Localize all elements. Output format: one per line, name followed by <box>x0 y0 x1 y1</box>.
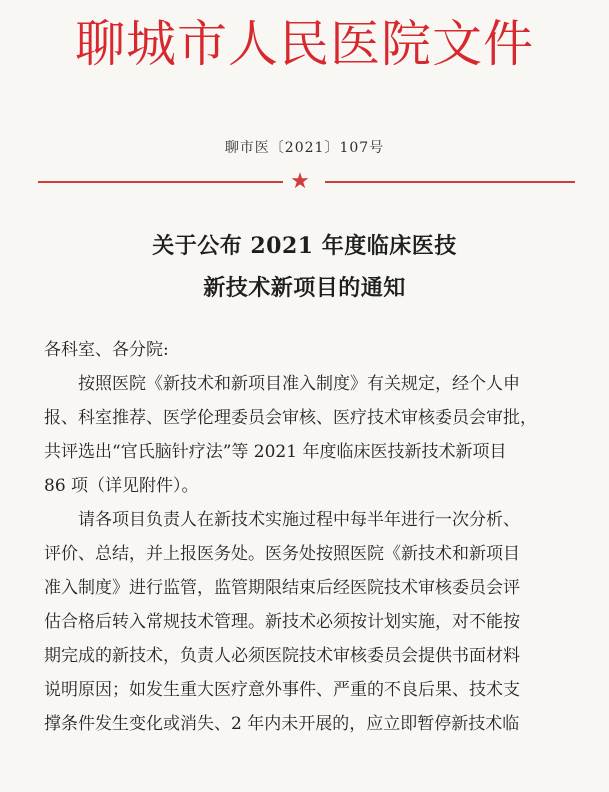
body-line: 估合格后转入常规技术管理。新技术必须按计划实施，对不能按 <box>44 612 520 632</box>
body-line: 评价、总结，并上报医务处。医务处按照医院《新技术和新项目 <box>44 544 520 564</box>
body-line: 准入制度》进行监管，监管期限结束后经医院技术审核委员会评 <box>44 578 520 598</box>
header-divider-right <box>325 181 575 183</box>
body-line: 说明原因；如发生重大医疗意外事件、严重的不良后果、技术支 <box>44 680 520 700</box>
document-number: 聊市医〔2021〕107号 <box>224 140 385 156</box>
body-line: 请各项目负责人在新技术实施过程中每半年进行一次分析、 <box>44 510 520 530</box>
body-line: 按照医院《新技术和新项目准入制度》有关规定，经个人申 <box>44 374 520 394</box>
body-line: 撑条件发生变化或消失、2 年内未开展的，应立即暂停新技术临 <box>44 714 520 734</box>
header-divider-left <box>38 181 283 183</box>
notice-title-line-2: 新技术新项目的通知 <box>203 275 406 301</box>
star-icon: ★ <box>290 169 310 194</box>
body-content <box>44 337 579 745</box>
notice-title-line-1: 关于公布 2021 年度临床医技 <box>152 233 457 259</box>
salutation: 各科室、各分院: <box>44 340 169 360</box>
document-header-title: 聊城市人民医院文件 <box>75 15 534 73</box>
body-line: 期完成的新技术，负责人必须医院技术审核委员会提供书面材料 <box>44 646 520 666</box>
body-line: 共评选出“官氏脑针疗法”等 2021 年度临床医技新技术新项目 <box>44 442 507 462</box>
body-line: 报、科室推荐、医学伦理委员会审核、医疗技术审核委员会审批， <box>44 408 537 428</box>
body-line: 86 项（详见附件）。 <box>44 476 199 496</box>
